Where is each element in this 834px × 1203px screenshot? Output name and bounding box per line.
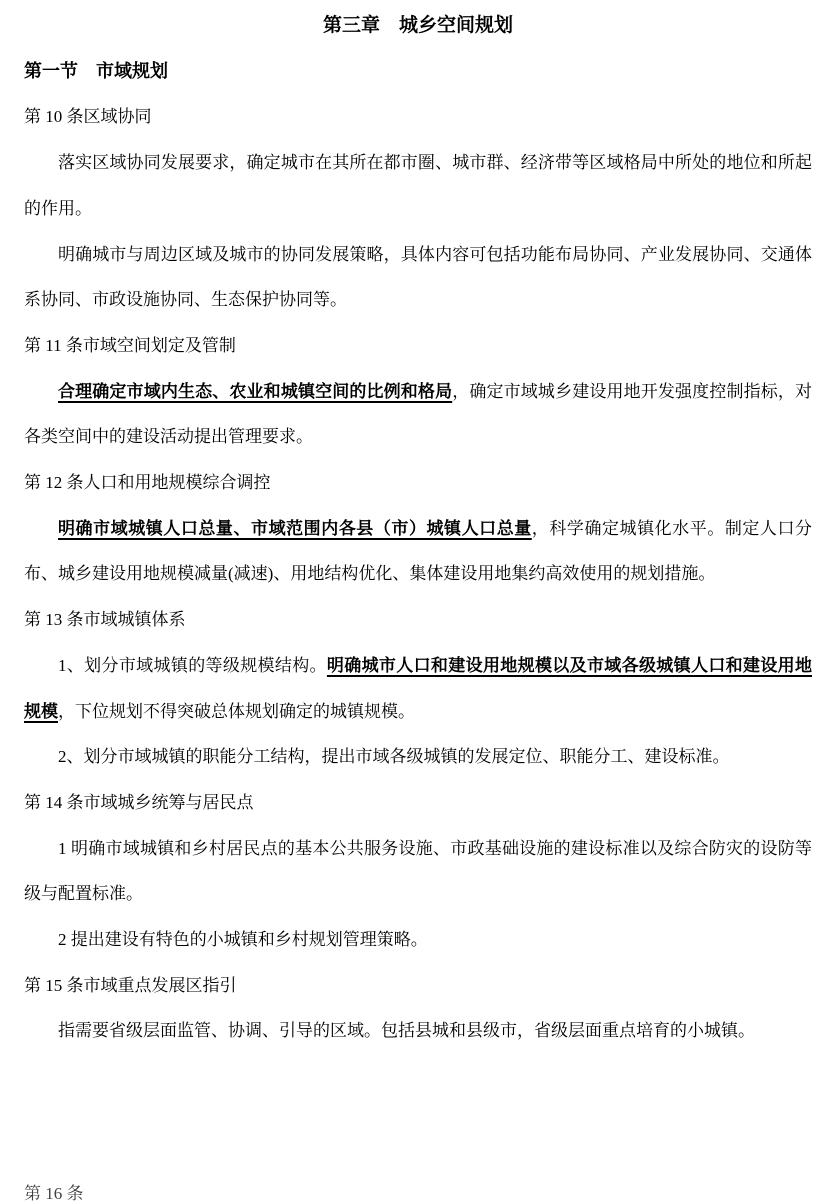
- section-title: 第一节 市域规划: [24, 60, 168, 81]
- article-14-paragraph-2: [24, 917, 812, 963]
- article-10-paragraph-2: [24, 232, 812, 323]
- article-13-heading: 第 13 条市域城镇体系: [24, 610, 186, 630]
- article-10-paragraph-1: [24, 140, 812, 231]
- paragraph-text: 2、划分市域城镇的职能分工结构，提出市域各级城镇的发展定位、职能分工、建设标准。: [58, 747, 730, 767]
- article-15-heading: 第 15 条市域重点发展区指引: [24, 975, 237, 995]
- paragraph-text: ，确定市域城乡建设用地开发强度控制指标，对各类空间中的建设活动提出管理要求。: [24, 381, 813, 447]
- article-11-paragraph-1: [24, 369, 812, 460]
- article-15-paragraph-1: [24, 1008, 812, 1054]
- article-12-heading: 第 12 条人口和用地规模综合调控: [24, 473, 271, 493]
- paragraph-text: ，下位规划不得突破总体规划确定的城镇规模。: [58, 701, 415, 721]
- paragraph-text: ，科学确定城镇化水平。制定人口分布、城乡建设用地规模减量(减速)、用地结构优化、集体建设用地集约高效使用的规划措施。: [24, 518, 813, 584]
- emphasized-text: 明确市域城镇人口总量、市域范围内各县（市）城镇人口总量: [58, 518, 532, 538]
- paragraph-text: 指需要省级层面监管、协调、引导的区域。包括县城和县级市，省级层面重点培育的小城镇。: [58, 1021, 755, 1041]
- paragraph-text: 落实区域协同发展要求，确定城市在其所在都市圈、城市群、经济带等区域格局中所处的地位和所起的作用。: [24, 153, 812, 218]
- article-11-heading: 第 11 条市域空间划定及管制: [24, 335, 236, 355]
- paragraph-text: 2 提出建设有特色的小城镇和乡村规划管理策略。: [58, 930, 428, 950]
- article-16-heading-partial: 第 16 条: [24, 1184, 84, 1203]
- next-line-clipped: [24, 1184, 84, 1203]
- article-14-paragraph-1: [24, 826, 812, 917]
- chapter-title: 第三章 城乡空间规划: [322, 15, 513, 36]
- paragraph-text: 1、划分市域城镇的等级规模结构。: [58, 655, 327, 675]
- paragraph-text: 1 明确市域城镇和乡村居民点的基本公共服务设施、市政基础设施的建设标准以及综合防灾的设防等级与配置标准。: [24, 838, 812, 904]
- emphasized-text: 明确城市人口和建设用地规模以及市域各级城镇人口和建设用地规模: [24, 655, 813, 721]
- article-10-heading: 第 10 条区域协同: [24, 107, 152, 127]
- article-14-heading: 第 14 条市域城乡统筹与居民点: [24, 792, 254, 812]
- article-13-paragraph-1: [24, 643, 812, 734]
- paragraph-text: 明确城市与周边区域及城市的协同发展策略，具体内容可包括功能布局协同、产业发展协同、交通体系协同、市政设施协同、生态保护协同等。: [24, 244, 812, 310]
- article-12-paragraph-1: [24, 506, 812, 597]
- article-13-paragraph-2: [24, 734, 812, 780]
- emphasized-text: 合理确定市域内生态、农业和城镇空间的比例和格局: [58, 381, 453, 401]
